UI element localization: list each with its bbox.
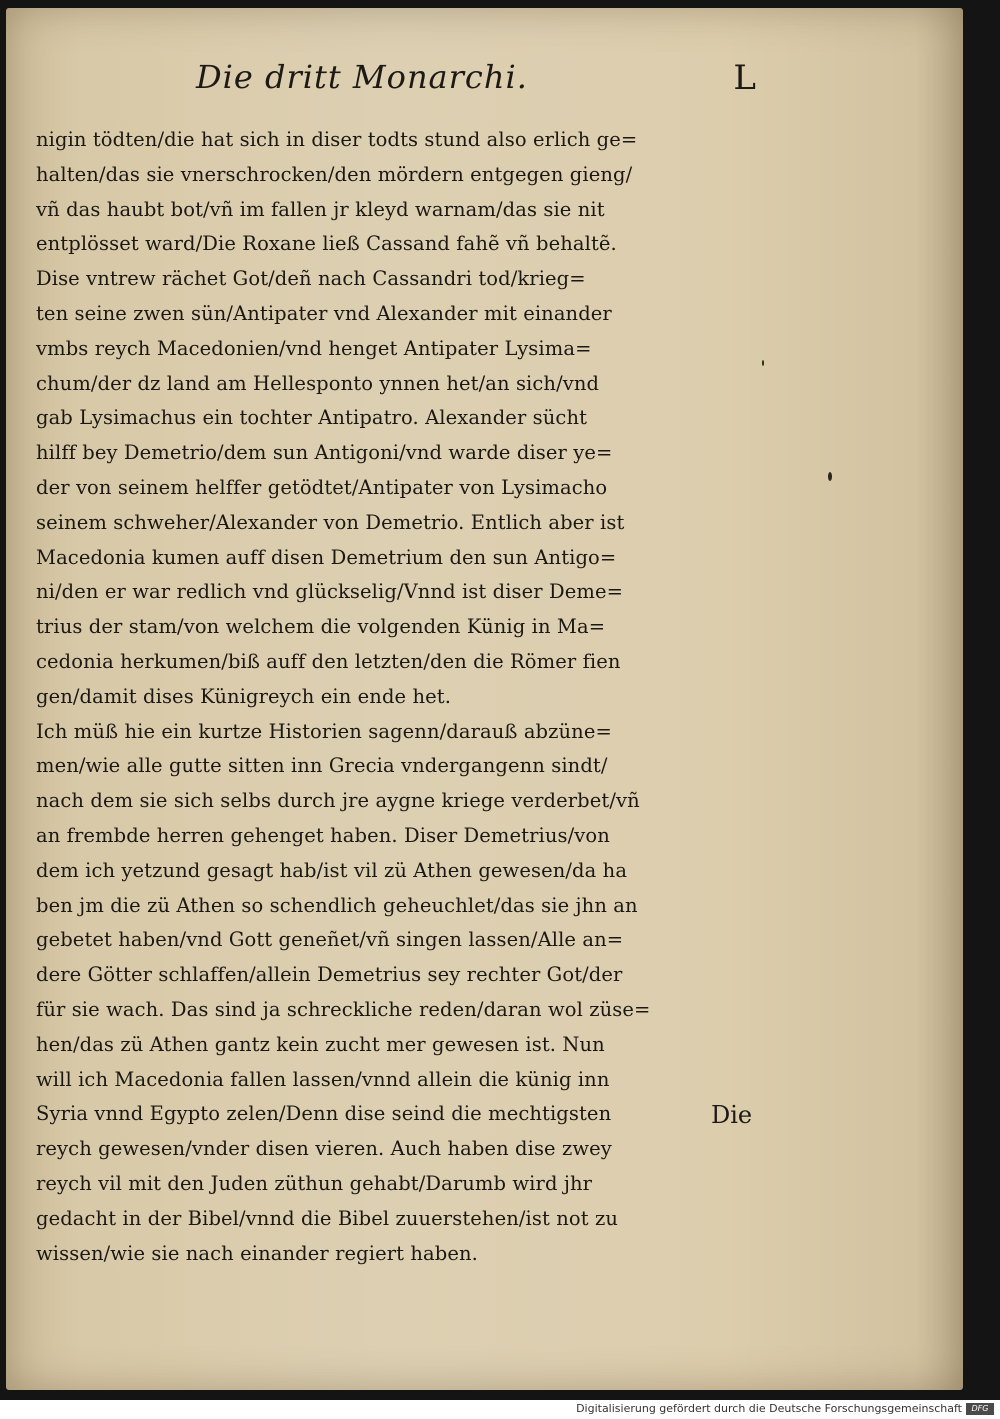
body-text — [36, 123, 776, 1271]
text-line: will ich Macedonia fallen lassen/vnnd allein die künig inn — [36, 1067, 610, 1091]
dfg-logo: DFG — [966, 1403, 994, 1415]
text-line: für sie wach. Das sind ja schreckliche reden/daran wol züse= — [36, 997, 651, 1021]
text-line: vmbs reych Macedonien/vnd henget Antipater Lysima= — [36, 336, 592, 360]
text-line: ten seine zwen sün/Antipater vnd Alexander mit einander — [36, 301, 612, 325]
text-line: reych gewesen/vnder disen vieren. Auch haben dise zwey — [36, 1137, 612, 1161]
text-line: der von seinem helffer getödtet/Antipater von Lysimacho — [36, 475, 608, 499]
text-line: seinem schweher/Alexander von Demetrio. Entlich aber ist — [36, 510, 625, 534]
text-line: hilff bey Demetrio/dem sun Antigoni/vnd warde diser ye= — [36, 441, 613, 465]
text-line: nigin tödten/die hat sich in diser todts stund also erlich ge= — [36, 128, 638, 151]
folio-number: L — [733, 58, 756, 98]
text-line: entplösset ward/Die Roxane ließ Cassand fahẽ vñ behaltẽ. — [36, 232, 617, 256]
text-line: men/wie alle gutte sitten inn Grecia vndergangenn sindt/ — [36, 754, 608, 778]
text-line: cedonia herkumen/biß auff den letzten/den die Römer fien — [36, 649, 621, 673]
text-line: Dise vntrew rächet Got/deñ nach Cassandri tod/krieg= — [36, 267, 586, 291]
text-line: chum/der dz land am Hellesponto ynnen het/an sich/vnd — [36, 371, 600, 395]
text-line: vñ das haubt bot/vñ im fallen jr kleyd warnam/das sie nit — [36, 197, 605, 221]
text-line: nach dem sie sich selbs durch jre aygne kriege verderbet/vñ — [36, 789, 640, 813]
page-header — [196, 58, 756, 108]
text-line: ni/den er war redlich vnd glückselig/Vnnd ist diser Deme= — [36, 580, 624, 604]
text-line: trius der stam/von welchem die volgenden Künig in Ma= — [36, 615, 606, 639]
text-line: dere Götter schlaffen/allein Demetrius sey rechter Got/der — [36, 963, 623, 987]
text-line: an frembde herren gehenget haben. Diser Demetrius/von — [36, 823, 610, 847]
text-line: halten/das sie vnerschrocken/den mördern entgegen gieng/ — [36, 162, 633, 186]
text-line: dem ich yetzund gesagt hab/ist vil zü Athen gewesen/da ha — [36, 858, 628, 882]
text-line: hen/das zü Athen gantz kein zucht mer gewesen ist. Nun — [36, 1032, 605, 1056]
text-line: wissen/wie sie nach einander regiert haben. — [36, 1241, 478, 1265]
ink-speck — [828, 472, 832, 481]
running-title: Die dritt Monarchi. — [196, 58, 528, 96]
catchword: Die — [711, 1101, 753, 1129]
text-line: ben jm die zü Athen so schendlich geheuchlet/das sie jhn an — [36, 893, 638, 917]
text-line: Macedonia kumen auff disen Demetrium den sun Antigo= — [36, 545, 617, 569]
text-line: Syria vnnd Egypto zelen/Denn dise seind die mechtigsten — [36, 1102, 612, 1126]
footer-credit: Digitalisierung gefördert durch die Deutsche Forschungsgemeinschaft — [576, 1402, 962, 1415]
ink-speck — [762, 360, 764, 366]
text-line: reych vil mit den Juden züthun gehabt/Darumb wird jhr — [36, 1171, 593, 1195]
text-line: gebetet haben/vnd Gott geneñet/vñ singen lassen/Alle an= — [36, 928, 624, 952]
footer-bar — [0, 1400, 1000, 1419]
text-line: gedacht in der Bibel/vnnd die Bibel zuuerstehen/ist not zu — [36, 1206, 618, 1230]
text-line: gab Lysimachus ein tochter Antipatro. Alexander sücht — [36, 406, 588, 430]
text-line: gen/damit dises Künigreych ein ende het. — [36, 684, 452, 708]
text-line: Ich müß hie ein kurtze Historien sagenn/darauß abzüne= — [36, 719, 612, 743]
book-page — [6, 8, 963, 1390]
